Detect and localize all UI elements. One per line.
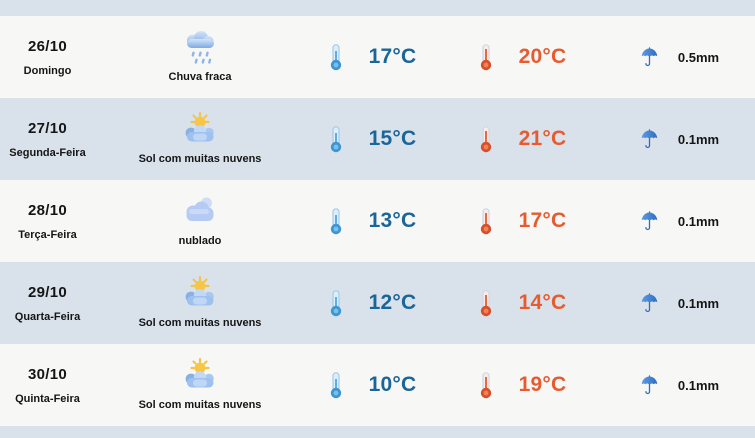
date-label: 26/10 [27, 37, 68, 55]
condition-label: Sol com muitas nuvens [138, 399, 262, 411]
condition-cell [95, 262, 305, 344]
date-cell [0, 202, 95, 241]
condition-label: Sol com muitas nuvens [138, 153, 262, 165]
condition-icon [180, 110, 220, 150]
max-temperature-value: 14°C [518, 291, 567, 314]
min-temperature-cell [305, 290, 440, 317]
thermometer-cold-icon [329, 290, 343, 317]
precipitation-value: 0.1mm [677, 377, 720, 393]
min-temperature-value: 13°C [368, 209, 417, 232]
precipitation-cell [605, 47, 755, 67]
condition-cell [95, 180, 305, 262]
precipitation-value: 0.1mm [677, 131, 720, 147]
min-temperature-cell [305, 208, 440, 235]
min-temperature-cell [305, 372, 440, 399]
weekday-label: Segunda-Feira [9, 146, 86, 159]
umbrella-icon [641, 129, 658, 149]
date-cell [0, 38, 95, 77]
min-temperature-value: 10°C [368, 373, 417, 396]
forecast-row[interactable] [0, 344, 755, 426]
forecast-row[interactable] [0, 98, 755, 180]
cloud-icon [180, 192, 220, 232]
sun-behind-clouds-icon [180, 110, 220, 150]
forecast-row[interactable] [0, 262, 755, 344]
weekday-label: Quinta-Feira [15, 392, 80, 405]
precipitation-cell [605, 129, 755, 149]
umbrella-icon [641, 211, 658, 231]
max-temperature-value: 21°C [518, 127, 567, 150]
thermometer-cold-icon [329, 126, 343, 153]
max-temperature-cell [440, 208, 605, 235]
weekday-label: Quarta-Feira [14, 310, 81, 323]
date-cell [0, 366, 95, 405]
condition-cell [95, 16, 305, 98]
thermometer-cold-icon [329, 44, 343, 71]
sun-behind-clouds-icon [180, 356, 220, 396]
condition-icon [180, 356, 220, 396]
min-temperature-value: 15°C [368, 127, 417, 150]
min-temperature-value: 17°C [368, 45, 417, 68]
date-label: 29/10 [27, 283, 68, 301]
weekday-label: Terça-Feira [18, 228, 77, 241]
rain-cloud-icon [180, 28, 220, 68]
date-cell [0, 120, 95, 159]
date-label: 30/10 [27, 365, 68, 383]
next-row-partial [0, 426, 755, 438]
sun-behind-clouds-icon [180, 274, 220, 314]
thermometer-hot-icon [479, 126, 493, 153]
max-temperature-cell [440, 290, 605, 317]
condition-icon [180, 192, 220, 232]
precipitation-value: 0.1mm [677, 295, 720, 311]
thermometer-cold-icon [329, 372, 343, 399]
condition-label: nublado [178, 235, 222, 247]
condition-cell [95, 98, 305, 180]
thermometer-hot-icon [479, 44, 493, 71]
precipitation-value: 0.5mm [677, 49, 720, 65]
forecast-rows [0, 16, 755, 426]
condition-label: Chuva fraca [168, 71, 232, 83]
precipitation-cell [605, 293, 755, 313]
date-label: 27/10 [27, 119, 68, 137]
thermometer-cold-icon [329, 208, 343, 235]
umbrella-icon [641, 293, 658, 313]
condition-cell [95, 344, 305, 426]
precipitation-value: 0.1mm [677, 213, 720, 229]
weekday-label: Domingo [23, 64, 72, 77]
max-temperature-value: 20°C [518, 45, 567, 68]
date-label: 28/10 [27, 201, 68, 219]
max-temperature-value: 19°C [518, 373, 567, 396]
thermometer-hot-icon [479, 208, 493, 235]
max-temperature-value: 17°C [518, 209, 567, 232]
precipitation-cell [605, 375, 755, 395]
max-temperature-cell [440, 372, 605, 399]
umbrella-icon [641, 47, 658, 67]
date-cell [0, 284, 95, 323]
thermometer-hot-icon [479, 290, 493, 317]
condition-icon [180, 28, 220, 68]
precipitation-cell [605, 211, 755, 231]
condition-label: Sol com muitas nuvens [138, 317, 262, 329]
min-temperature-value: 12°C [368, 291, 417, 314]
forecast-row[interactable] [0, 16, 755, 98]
max-temperature-cell [440, 44, 605, 71]
min-temperature-cell [305, 126, 440, 153]
thermometer-hot-icon [479, 372, 493, 399]
max-temperature-cell [440, 126, 605, 153]
previous-row-partial [0, 0, 755, 16]
forecast-row[interactable] [0, 180, 755, 262]
min-temperature-cell [305, 44, 440, 71]
condition-icon [180, 274, 220, 314]
umbrella-icon [641, 375, 658, 395]
